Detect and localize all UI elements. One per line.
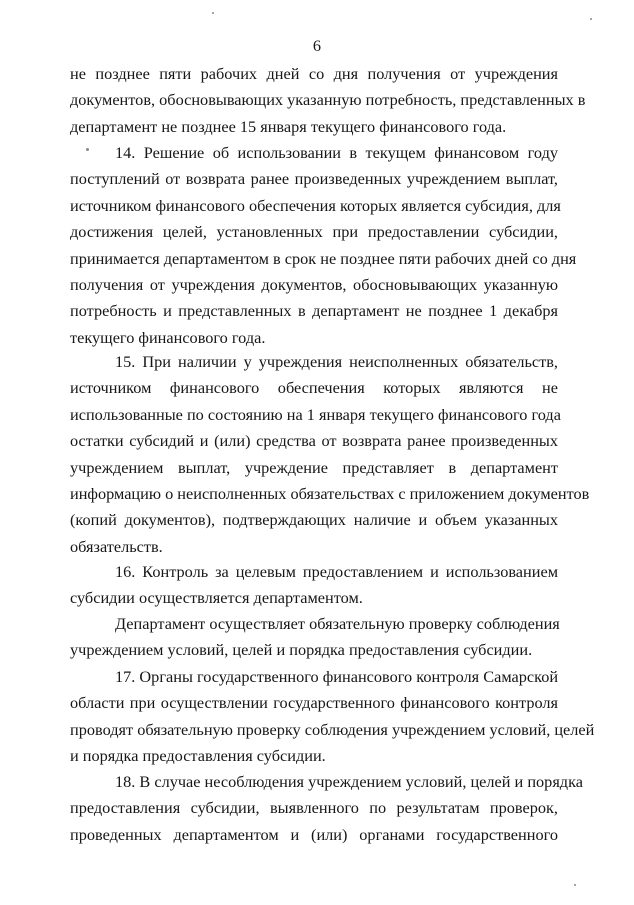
scan-speck (590, 18, 592, 20)
paragraph-17 (70, 664, 595, 770)
scan-speck (212, 12, 214, 14)
paragraph-18 (70, 769, 583, 848)
text-line: 15. При наличии у учреждения неисполненных обязательств, (115, 352, 558, 371)
text-line: поступлений от возврата ранее произведенных учреждением выплат, (70, 169, 558, 189)
text-line: 14. Решение об использовании в текущем финансовом году (115, 143, 558, 162)
paragraph-department-check (70, 611, 558, 664)
paragraph-15 (70, 349, 590, 560)
text-line: проведенных департаментом и (или) органами государственного (70, 824, 558, 844)
page-number: 6 (312, 36, 322, 55)
text-line: источником финансового обеспечения которых является субсидия, для (70, 195, 561, 215)
text-line: 17. Органы государственного финансового контроля Самарской (115, 667, 559, 686)
text-line: (копий документов), подтверждающих наличие и объем указанных (70, 510, 558, 530)
text-line: Департамент осуществляет обязательную проверку соблюдения (115, 614, 560, 633)
text-line: учреждением выплат, учреждение представляет в департамент (70, 457, 558, 477)
text-line: информацию о неисполненных обязательствах с приложением документов (70, 483, 590, 503)
text-line: субсидии осуществляется департаментом. (70, 588, 363, 608)
text-line: предоставления субсидии, выявленного по результатам проверок, (70, 798, 558, 818)
text-line: потребность и представленных в департамент не позднее 1 декабря (70, 301, 558, 321)
text-line: департамент не позднее 15 января текущего финансового года. (70, 116, 507, 136)
paragraph-14 (70, 140, 577, 351)
text-line: проводят обязательную проверку соблюдения учреждением условий, целей (70, 719, 595, 739)
text-line: остатки субсидий и (или) средства от возврата ранее произведенных (70, 431, 558, 451)
text-line: источником финансового обеспечения которых являются не (70, 378, 558, 398)
text-line: учреждением условий, целей и порядка предоставления субсидии. (70, 640, 533, 660)
text-line: достижения целей, установленных при предоставлении субсидии, (70, 222, 558, 242)
scan-speck (574, 884, 576, 886)
paragraph-13-continuation (70, 61, 586, 140)
text-line: получения от учреждения документов, обосновывающих указанную (70, 274, 558, 294)
scan-speck (86, 148, 89, 151)
text-line: области при осуществлении государственного финансового контроля (70, 693, 558, 713)
text-line: 18. В случае несоблюдения учреждением условий, целей и порядка (115, 772, 583, 791)
text-line: принимается департаментом в срок не позднее пяти рабочих дней со дня (70, 248, 577, 268)
text-line: не позднее пяти рабочих дней со дня получения от учреждения (70, 64, 558, 83)
text-line: и порядка предоставления субсидии. (70, 746, 326, 766)
text-line: текущего финансового года. (70, 327, 266, 347)
text-line: документов, обосновывающих указанную потребность, представленных в (70, 90, 586, 110)
paragraph-16 (70, 559, 558, 612)
text-line: использованные по состоянию на 1 января текущего финансового года (70, 404, 561, 424)
text-line: 16. Контроль за целевым предоставлением и использованием (115, 562, 558, 581)
text-line: обязательств. (70, 536, 163, 556)
